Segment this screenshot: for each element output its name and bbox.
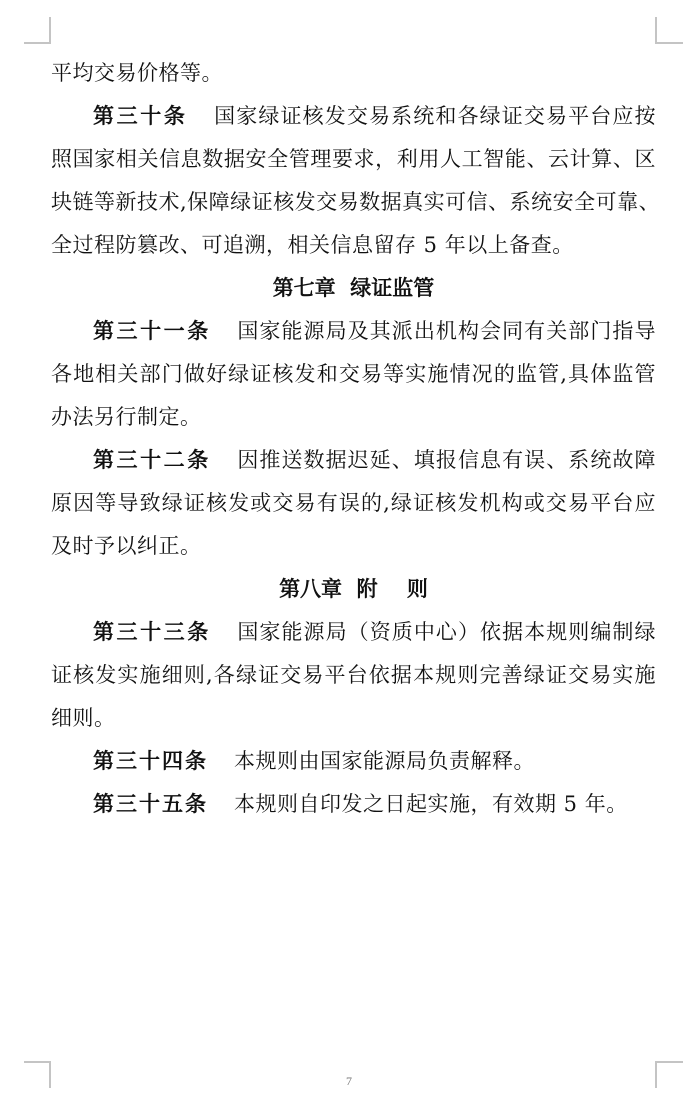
article-32-line-2: 原因等导致绿证核发或交易有误的,绿证核发机构或交易平台应: [51, 491, 656, 515]
article-32-line-1: 第三十二条 因推送数据迟延、填报信息有误、系统故障: [93, 448, 656, 472]
article-33-label: 第三十三条: [93, 620, 211, 644]
corner-mark-top-left-h: [24, 42, 51, 44]
article-34-line-1: 第三十四条 本规则由国家能源局负责解释。: [93, 749, 535, 773]
article-33-line-1: 第三十三条 国家能源局（资质中心）依据本规则编制绿: [93, 620, 656, 644]
article-35-label: 第三十五条: [93, 792, 208, 816]
corner-mark-top-right-v: [655, 17, 657, 44]
article-35-line-1: 第三十五条 本规则自印发之日起实施，有效期 5 年。: [93, 792, 628, 816]
corner-mark-bottom-right-v: [655, 1061, 657, 1088]
article-34-label: 第三十四条: [93, 749, 208, 773]
article-31-line-3: 办法另行制定。: [51, 405, 202, 429]
corner-mark-top-left-v: [49, 17, 51, 44]
corner-mark-bottom-left-h: [24, 1061, 51, 1063]
corner-mark-bottom-right-h: [655, 1061, 683, 1063]
article-32-line-3: 及时予以纠正。: [51, 534, 202, 558]
article-31-label: 第三十一条: [93, 319, 211, 343]
document-body: [51, 52, 661, 826]
corner-mark-bottom-left-v: [49, 1061, 51, 1088]
article-30-line-1: 第三十条 国家绿证核发交易系统和各绿证交易平台应按: [93, 104, 656, 128]
article-32-label: 第三十二条: [93, 448, 211, 472]
article-33-line-2: 证核发实施细则,各绿证交易平台依据本规则完善绿证交易实施: [51, 663, 656, 687]
article-30-line-4: 全过程防篡改、可追溯，相关信息留存 5 年以上备查。: [51, 233, 574, 257]
continuation-line: 平均交易价格等。: [51, 61, 223, 85]
article-30-line-3: 块链等新技术,保障绿证核发交易数据真实可信、系统安全可靠、: [51, 190, 661, 214]
corner-mark-top-right-h: [655, 42, 683, 44]
article-33-line-3: 细则。: [51, 706, 116, 730]
article-30-label: 第三十条: [93, 104, 188, 128]
chapter-7-heading: 第七章 绿证监管: [272, 276, 435, 300]
article-31-line-2: 各地相关部门做好绿证核发和交易等实施情况的监管,具体监管: [51, 362, 656, 386]
article-31-line-1: 第三十一条 国家能源局及其派出机构会同有关部门指导: [93, 319, 656, 343]
page-number: 7: [346, 1074, 352, 1088]
article-30-line-2: 照国家相关信息数据安全管理要求，利用人工智能、云计算、区: [51, 147, 656, 171]
chapter-8-heading: 第八章 附 则: [279, 577, 428, 601]
